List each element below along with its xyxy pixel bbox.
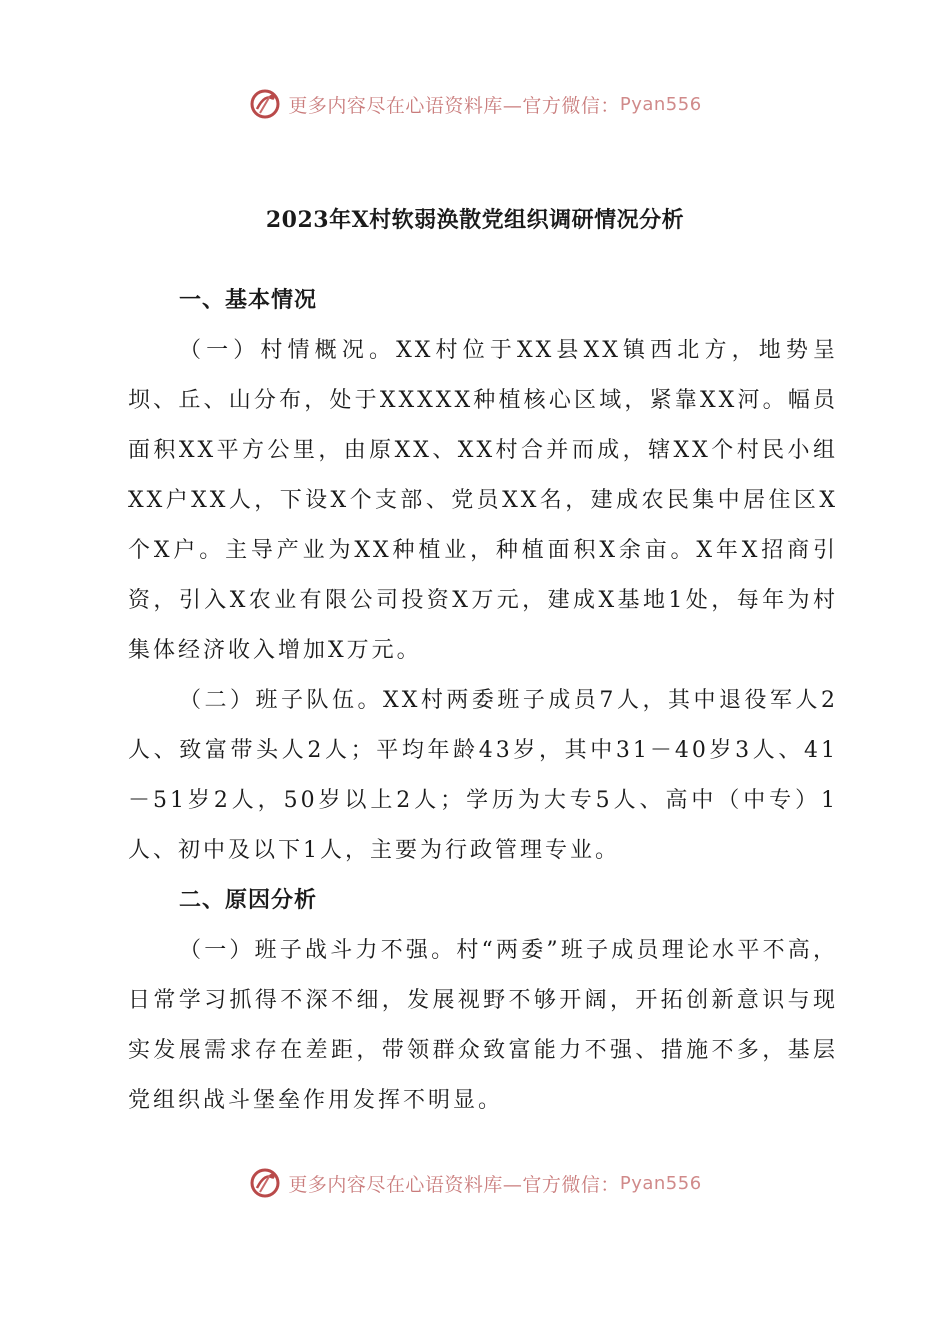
watermark-text: 更多内容尽在心语资料库—官方微信： [288,1173,620,1196]
watermark-footer [0,1163,950,1203]
document-body [128,276,838,1126]
section-heading: 一、基本情况 [179,288,318,313]
section-heading: 二、原因分析 [179,888,318,913]
watermark-text: 更多内容尽在心语资料库—官方微信： [288,94,620,117]
watermark-header [0,84,950,124]
watermark-wechat-id: Pyan556 [619,1172,702,1194]
paragraph: （一）村情概况。XX村位于XX县XX镇西北方，地势呈坝、丘、山分布，处于XXXXX种植核心区域，紧靠XX河。幅员面积XX平方公里，由原XX、XX村合并而成，辖XX个村民小组XX户XX人，下设X个支部、党员XX名，建成农民集中居住区X个X户。主导产业为XX种植业，种植面积X余亩。X年X招商引资，引入X农业有限公司投资X万元，建成X基地1处，每年为村集体经济收入增加X万元。 [128,338,838,663]
paragraph: （二）班子队伍。XX村两委班子成员7人，其中退役军人2人、致富带头人2人；平均年龄43岁，其中31－40岁3人、41－51岁2人，50岁以上2人；学历为大专5人、高中（中专）1人、初中及以下1人，主要为行政管理专业。 [128,688,838,863]
document-title: 2023年X村软弱涣散党组织调研情况分析 [265,207,685,233]
watermark-wechat-id: Pyan556 [619,93,702,115]
seal-logo-icon [248,1166,282,1200]
paragraph: （一）班子战斗力不强。村“两委”班子成员理论水平不高，日常学习抓得不深不细，发展视野不够开阔，开拓创新意识与现实发展需求存在差距，带领群众致富能力不强、措施不多，基层党组织战斗堡垒作用发挥不明显。 [128,938,838,1113]
seal-logo-icon [248,87,282,121]
